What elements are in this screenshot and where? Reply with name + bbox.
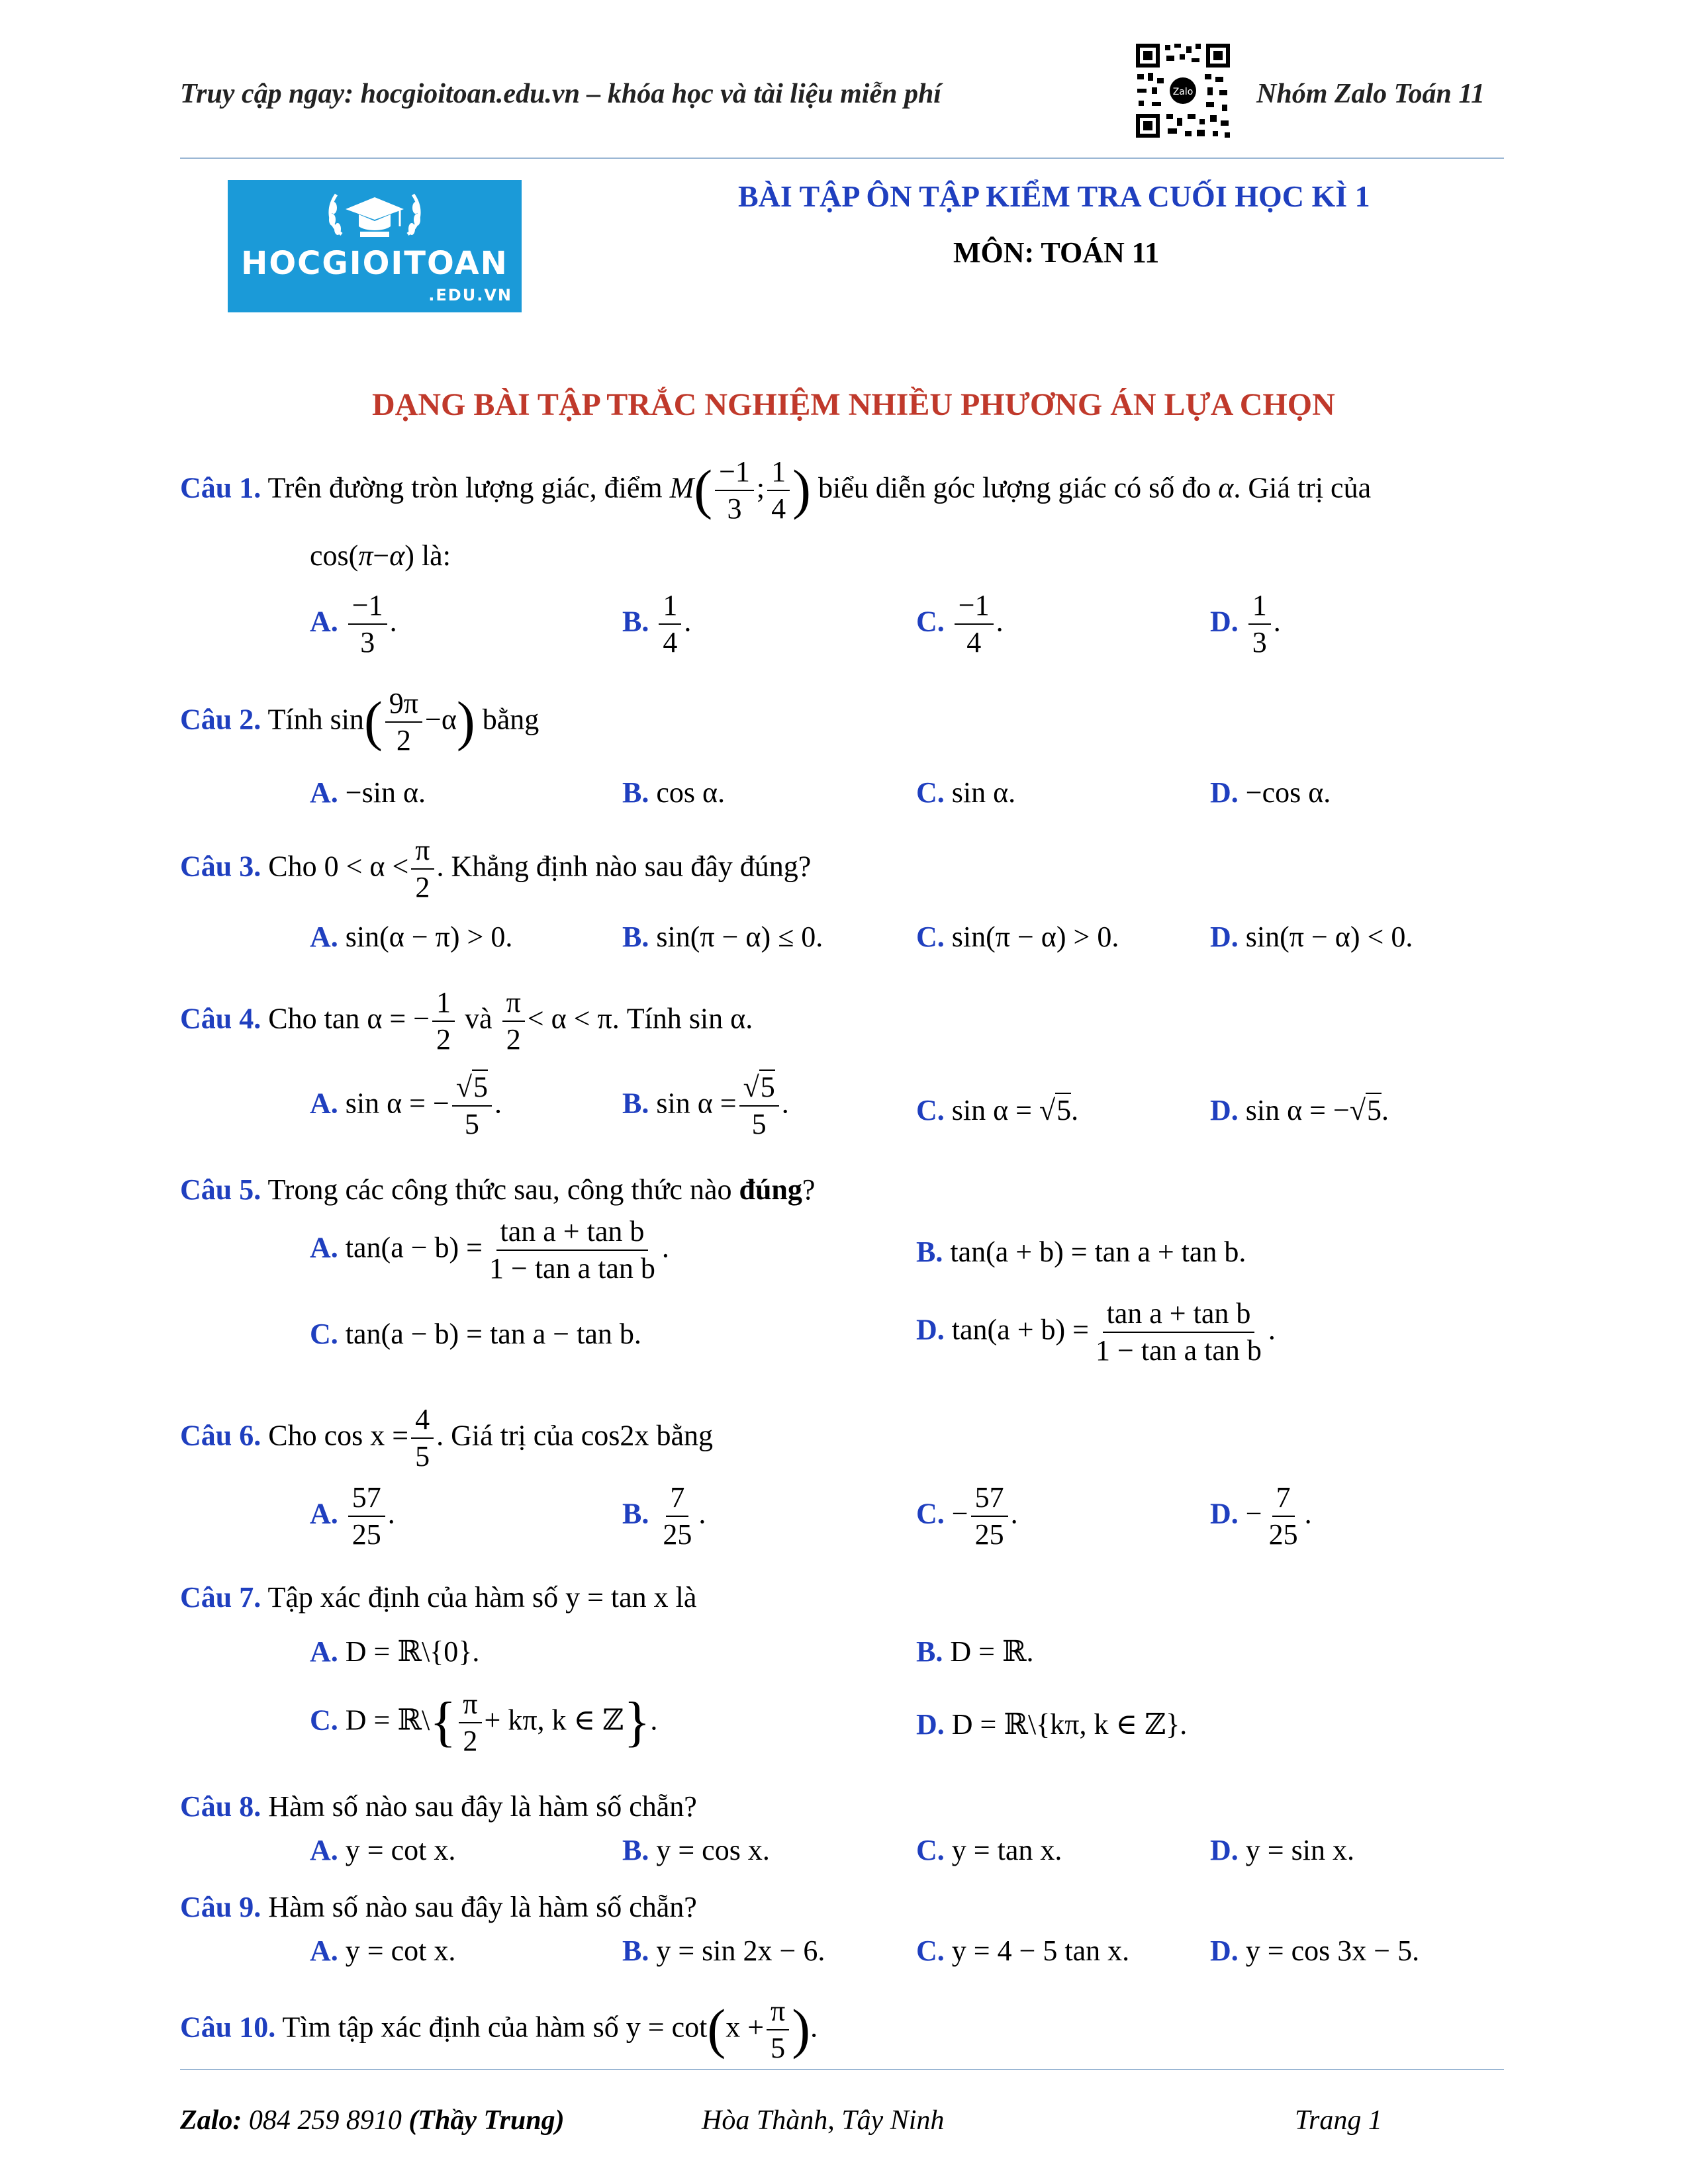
question-7: Câu 7. Tập xác định của hàm số y = tan x là	[180, 1581, 697, 1614]
header-zalo-group: Nhóm Zalo Toán 11	[1256, 79, 1485, 109]
graduation-cap-icon	[322, 188, 428, 244]
qr-code	[1133, 41, 1233, 140]
question-number: Câu 1.	[180, 471, 261, 504]
option-a[interactable]: A. y = cot x.	[310, 1834, 456, 1866]
question-3: Câu 3. Cho 0 < α < $\frac{\pi}{2}$ . Khẳng định nào sau đây đúng?	[180, 834, 812, 904]
option-a[interactable]: A. sin α = − $\frac{√5}{5}$ .	[310, 1071, 502, 1141]
footer-contact: Zalo: 084 259 8910 (Thầy Trung)	[180, 2105, 565, 2136]
qr-center-label: Zalo	[1172, 87, 1194, 97]
page-subtitle: MÔN: TOÁN 11	[953, 236, 1160, 269]
option-b[interactable]: B. y = sin 2x − 6.	[622, 1934, 825, 1967]
option-a[interactable]: A. $\frac{57}{25}$ .	[310, 1481, 395, 1551]
option-b[interactable]: B. sin(π − α) ≤ 0.	[622, 921, 823, 953]
option-d[interactable]: D. sin(π − α) < 0.	[1210, 921, 1413, 953]
option-b[interactable]: B. D = ℝ.	[916, 1635, 1034, 1668]
option-b[interactable]: B. tan(a + b) = tan a + tan b.	[916, 1236, 1246, 1268]
question-number: Câu 4.	[180, 1002, 261, 1035]
question-2: Câu 2. Tính sin( $\frac{9\pi}{2}$ −α) bằng	[180, 687, 539, 757]
page-title: BÀI TẬP ÔN TẬP KIỂM TRA CUỐI HỌC KÌ 1	[738, 179, 1370, 213]
question-number: Câu 3.	[180, 850, 261, 883]
option-b[interactable]: B. cos α.	[622, 776, 726, 809]
option-d[interactable]: D. y = sin x.	[1210, 1834, 1354, 1866]
page-number: Trang 1	[1295, 2105, 1382, 2136]
question-number: Câu 8.	[180, 1790, 261, 1823]
question-number: Câu 6.	[180, 1419, 261, 1452]
question-number: Câu 2.	[180, 703, 261, 736]
question-number: Câu 5.	[180, 1173, 261, 1206]
option-d[interactable]: D. tan(a + b) = $\frac{\text{tan a + tan b}}{\text{1 − tan a tan b}}$ .	[916, 1297, 1276, 1367]
option-c[interactable]: C. D = ℝ\{ $\frac{\pi}{2}$ + kπ, k ∈ ℤ}.	[310, 1688, 658, 1758]
option-c[interactable]: C. sin α = √5.	[916, 1094, 1079, 1126]
question-number: Câu 7.	[180, 1581, 261, 1614]
option-b[interactable]: B. $\frac{7}{25}$ .	[622, 1481, 706, 1551]
option-b[interactable]: B. y = cos x.	[622, 1834, 770, 1866]
option-c[interactable]: C. $\frac{-1}{4}$ .	[916, 589, 1004, 659]
question-8: Câu 8. Hàm số nào sau đây là hàm số chẵn?	[180, 1790, 697, 1823]
header-rule	[180, 158, 1504, 159]
footer-location: Hòa Thành, Tây Ninh	[702, 2105, 945, 2136]
option-b[interactable]: B. $\frac{1}{4}$ .	[622, 589, 692, 659]
option-d[interactable]: D. $\frac{1}{3}$ .	[1210, 589, 1281, 659]
logo-domain: .EDU.VN	[428, 286, 512, 304]
question-4: Câu 4. Cho tan α = − $\frac{1}{2}$ và $\frac{\pi}{2}$ < α < π. Tính sin α.	[180, 986, 753, 1056]
option-a[interactable]: A. D = ℝ\{0}.	[310, 1635, 480, 1668]
question-number: Câu 9.	[180, 1891, 261, 1923]
option-d[interactable]: D. D = ℝ\{kπ, k ∈ ℤ}.	[916, 1708, 1188, 1741]
option-c[interactable]: C. sin(π − α) > 0.	[916, 921, 1119, 953]
question-9: Câu 9. Hàm số nào sau đây là hàm số chẵn?	[180, 1891, 697, 1923]
footer-rule	[180, 2069, 1504, 2070]
option-d[interactable]: D. y = cos 3x − 5.	[1210, 1934, 1420, 1967]
option-d[interactable]: D. −cos α.	[1210, 776, 1331, 809]
option-c[interactable]: C. y = 4 − 5 tan x.	[916, 1934, 1130, 1967]
option-a[interactable]: A. −sin α.	[310, 776, 426, 809]
question-6: Câu 6. Cho cos x = $\frac{4}{5}$ . Giá trị của cos2x bằng	[180, 1403, 713, 1473]
question-10: Câu 10. Tìm tập xác định của hàm số y = cot(x + $\frac{\pi}{5}$ ).	[180, 1995, 818, 2065]
question-1: Câu 1. Trên đường tròn lượng giác, điểm M( $\frac{-1}{3}$ ; $\frac{1}{4}$ ) biểu diễn góc lượng giác có số đo α. Giá trị của	[180, 455, 1372, 525]
option-a[interactable]: A. y = cot x.	[310, 1934, 456, 1967]
option-a[interactable]: A. sin(α − π) > 0.	[310, 921, 513, 953]
question-1-line-2: cos(π−α) là:	[310, 539, 451, 572]
option-d[interactable]: D. − $\frac{7}{25}$ .	[1210, 1481, 1312, 1551]
option-d[interactable]: D. sin α = −√5.	[1210, 1094, 1389, 1126]
brand-logo	[228, 180, 522, 312]
header-site-text: Truy cập ngay: hocgioitoan.edu.vn – khóa học và tài liệu miễn phí	[180, 79, 941, 109]
option-c[interactable]: C. tan(a − b) = tan a − tan b.	[310, 1318, 641, 1350]
option-c[interactable]: C. sin α.	[916, 776, 1016, 809]
option-c[interactable]: C. y = tan x.	[916, 1834, 1062, 1866]
option-a[interactable]: A. tan(a − b) = $\frac{\text{tan a + tan b}}{\text{1 − tan a tan b}}$ .	[310, 1215, 669, 1285]
question-5: Câu 5. Trong các công thức sau, công thức nào đúng?	[180, 1173, 816, 1206]
logo-name: HOCGIOITOAN	[241, 245, 508, 282]
question-number: Câu 10.	[180, 2011, 276, 2044]
option-c[interactable]: C. − $\frac{57}{25}$ .	[916, 1481, 1018, 1551]
section-heading: DẠNG BÀI TẬP TRẮC NGHIỆM NHIỀU PHƯƠNG ÁN LỰA CHỌN	[372, 387, 1335, 422]
option-a[interactable]: A. $\frac{-1}{3}$ .	[310, 589, 397, 659]
option-b[interactable]: B. sin α = $\frac{√5}{5}$ .	[622, 1071, 789, 1141]
